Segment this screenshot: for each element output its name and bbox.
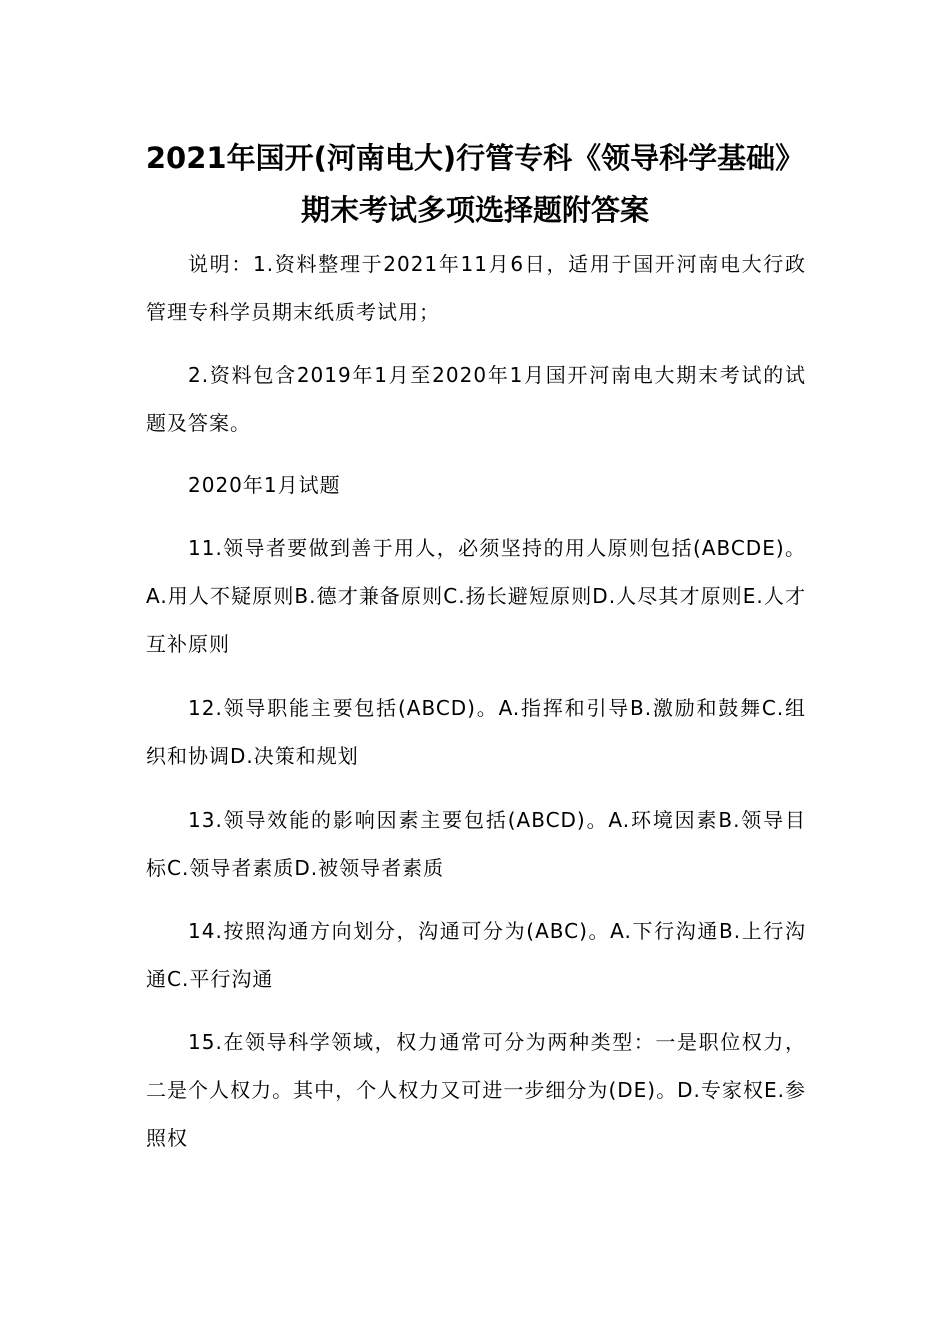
- question-12: 12.领导职能主要包括(ABCD)。A.指挥和引导B.激励和鼓舞C.组织和协调D.决策和规划: [146, 696, 806, 768]
- question-14: 14.按照沟通方向划分，沟通可分为(ABC)。A.下行沟通B.上行沟通C.平行沟通: [146, 919, 806, 991]
- section-heading: 2020年1月试题: [188, 473, 341, 497]
- question-13: 13.领导效能的影响因素主要包括(ABCD)。A.环境因素B.领导目标C.领导者素质D.被领导者素质: [146, 808, 806, 880]
- note-paragraph-1: 说明：1.资料整理于2021年11月6日，适用于国开河南电大行政管理专科学员期末纸质考试用；: [146, 252, 806, 324]
- note-paragraph-2: 2.资料包含2019年1月至2020年1月国开河南电大期末考试的试题及答案。: [146, 363, 806, 435]
- question-15: 15.在领导科学领域，权力通常可分为两种类型：一是职位权力，二是个人权力。其中，个人权力又可进一步细分为(DE)。D.专家权E.参照权: [146, 1030, 806, 1150]
- document-title: [100, 132, 850, 236]
- question-11: 11.领导者要做到善于用人，必须坚持的用人原则包括(ABCDE)。A.用人不疑原则B.德才兼备原则C.扬长避短原则D.人尽其才原则E.人才互补原则: [146, 536, 806, 656]
- title-line-2: 期末考试多项选择题附答案: [300, 193, 649, 227]
- title-line-1: 2021年国开(河南电大)行管专科《领导科学基础》: [145, 141, 805, 175]
